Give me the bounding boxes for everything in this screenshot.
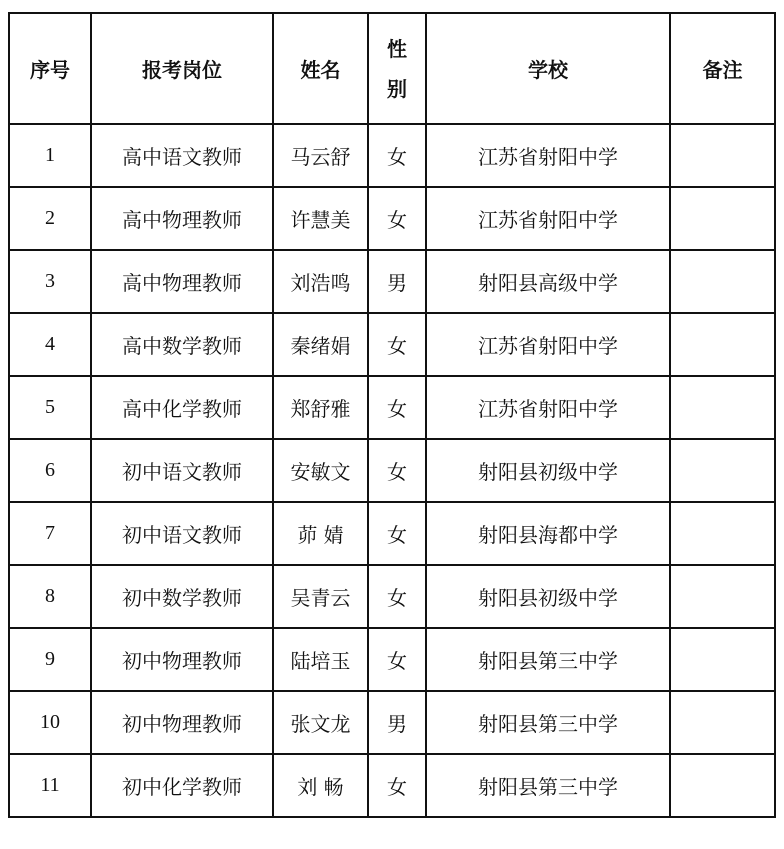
cell-remark <box>670 250 775 313</box>
header-index: 序号 <box>9 13 91 124</box>
table-row <box>9 376 775 439</box>
cell-gender: 女 <box>368 313 426 376</box>
cell-gender: 女 <box>368 439 426 502</box>
cell-name: 马云舒 <box>273 124 368 187</box>
cell-position: 高中化学教师 <box>91 376 273 439</box>
cell-gender: 女 <box>368 502 426 565</box>
cell-position: 初中语文教师 <box>91 439 273 502</box>
table-row <box>9 754 775 817</box>
cell-gender: 男 <box>368 250 426 313</box>
cell-index: 8 <box>9 565 91 628</box>
cell-name: 茆 婧 <box>273 502 368 565</box>
cell-position: 初中物理教师 <box>91 691 273 754</box>
cell-school: 射阳县初级中学 <box>426 565 670 628</box>
cell-school: 射阳县第三中学 <box>426 754 670 817</box>
header-remark: 备注 <box>670 13 775 124</box>
roster-table <box>8 12 776 818</box>
table-row <box>9 250 775 313</box>
table-row <box>9 313 775 376</box>
cell-index: 11 <box>9 754 91 817</box>
cell-gender: 女 <box>368 565 426 628</box>
cell-position: 初中化学教师 <box>91 754 273 817</box>
cell-remark <box>670 439 775 502</box>
cell-index: 5 <box>9 376 91 439</box>
header-school: 学校 <box>426 13 670 124</box>
cell-position: 初中物理教师 <box>91 628 273 691</box>
cell-gender: 女 <box>368 628 426 691</box>
cell-index: 2 <box>9 187 91 250</box>
cell-position: 高中物理教师 <box>91 187 273 250</box>
cell-school: 射阳县高级中学 <box>426 250 670 313</box>
header-name: 姓名 <box>273 13 368 124</box>
cell-name: 秦绪娟 <box>273 313 368 376</box>
table-row <box>9 565 775 628</box>
cell-index: 10 <box>9 691 91 754</box>
cell-position: 高中物理教师 <box>91 250 273 313</box>
cell-position: 高中数学教师 <box>91 313 273 376</box>
cell-index: 3 <box>9 250 91 313</box>
cell-name: 张文龙 <box>273 691 368 754</box>
cell-index: 9 <box>9 628 91 691</box>
cell-remark <box>670 628 775 691</box>
cell-name: 许慧美 <box>273 187 368 250</box>
header-gender <box>368 13 426 124</box>
table-body <box>9 124 775 817</box>
table-row <box>9 124 775 187</box>
cell-gender: 女 <box>368 124 426 187</box>
header-position: 报考岗位 <box>91 13 273 124</box>
cell-name: 吴青云 <box>273 565 368 628</box>
cell-index: 1 <box>9 124 91 187</box>
table-row <box>9 691 775 754</box>
cell-school: 江苏省射阳中学 <box>426 187 670 250</box>
cell-name: 郑舒雅 <box>273 376 368 439</box>
cell-remark <box>670 565 775 628</box>
cell-school: 射阳县初级中学 <box>426 439 670 502</box>
cell-remark <box>670 502 775 565</box>
table-row <box>9 187 775 250</box>
cell-remark <box>670 313 775 376</box>
cell-remark <box>670 187 775 250</box>
cell-school: 江苏省射阳中学 <box>426 124 670 187</box>
cell-gender: 女 <box>368 187 426 250</box>
cell-gender: 男 <box>368 691 426 754</box>
cell-position: 初中数学教师 <box>91 565 273 628</box>
cell-school: 射阳县第三中学 <box>426 628 670 691</box>
cell-remark <box>670 376 775 439</box>
cell-school: 射阳县海都中学 <box>426 502 670 565</box>
cell-position: 高中语文教师 <box>91 124 273 187</box>
cell-school: 江苏省射阳中学 <box>426 313 670 376</box>
table-row <box>9 439 775 502</box>
cell-index: 7 <box>9 502 91 565</box>
header-gender-label: 性别 <box>387 36 407 101</box>
cell-name: 安敏文 <box>273 439 368 502</box>
cell-index: 6 <box>9 439 91 502</box>
cell-name: 刘浩鸣 <box>273 250 368 313</box>
table-row <box>9 628 775 691</box>
cell-index: 4 <box>9 313 91 376</box>
cell-remark <box>670 124 775 187</box>
cell-remark <box>670 691 775 754</box>
header-row <box>9 13 775 124</box>
cell-name: 陆培玉 <box>273 628 368 691</box>
cell-school: 江苏省射阳中学 <box>426 376 670 439</box>
table-row <box>9 502 775 565</box>
cell-position: 初中语文教师 <box>91 502 273 565</box>
cell-gender: 女 <box>368 754 426 817</box>
cell-remark <box>670 754 775 817</box>
cell-school: 射阳县第三中学 <box>426 691 670 754</box>
table-header <box>9 13 775 124</box>
cell-gender: 女 <box>368 376 426 439</box>
cell-name: 刘 畅 <box>273 754 368 817</box>
